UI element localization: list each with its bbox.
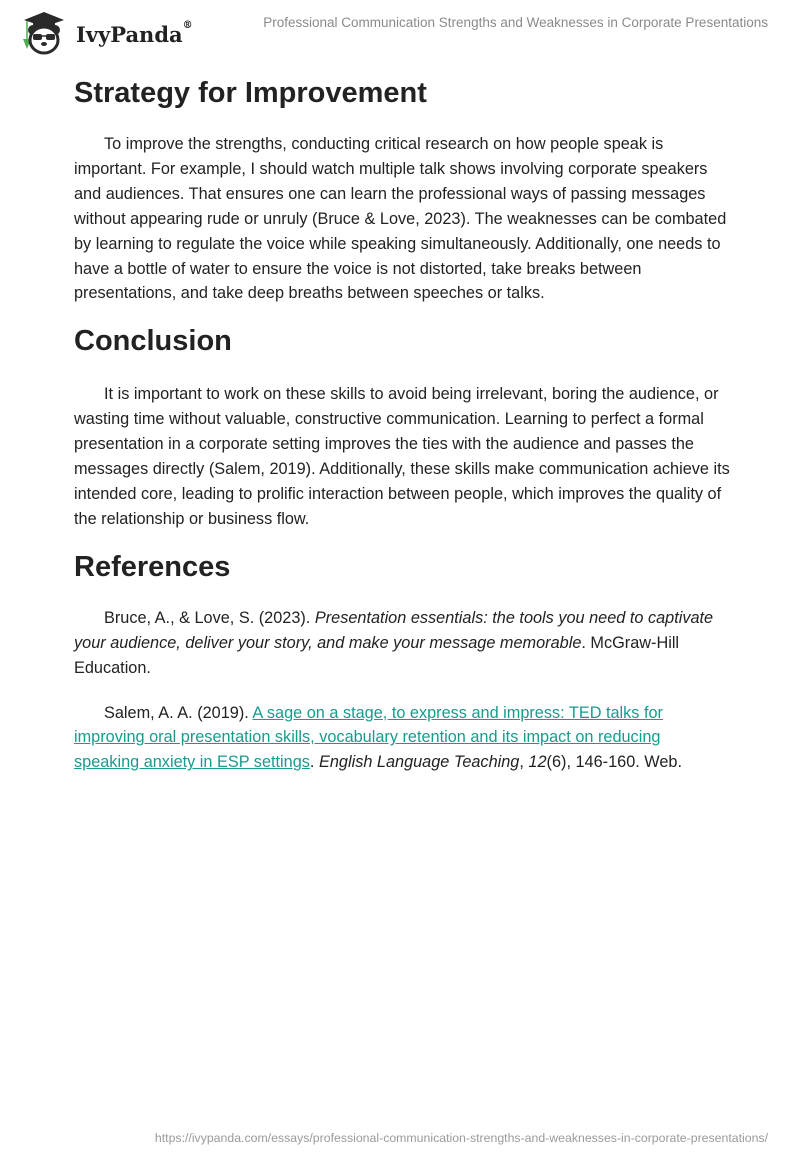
section-heading: Conclusion — [74, 325, 232, 358]
reference-item: Bruce, A., & Love, S. (2023). Presentation essentials: the tools you need to captivate your audience, deliver your story, and make your message memorable. McGraw-Hill Education. — [74, 608, 714, 677]
paragraph: To improve the strengths, conducting critical research on how people speak is important. For example, I should watch multiple talk shows involving corporate speakers and audiences. That ensures one can learn the professional ways of passing messages without appearing rude or unruly (Bruce & Love, 2023). The weaknesses can be combated by learning to regulate the voice while speaking simultaneously. Additionally, one needs to have a bottle of water to ensure the voice is not distorted, take breaks between presentations, and take deep breaths between speeches or talks. — [74, 135, 727, 303]
section-conclusion — [74, 318, 730, 531]
journal-volume: 12 — [528, 753, 547, 772]
section-references — [74, 544, 730, 775]
reference-link[interactable]: A sage on a stage, to express and impress: TED talks for improving oral presentation skills, vocabulary retention and its impact on reducing speaking anxiety in ESP settings — [74, 703, 663, 772]
page-header — [0, 0, 800, 60]
reference-title: Presentation essentials: the tools you need to captivate your audience, deliver your story, and make your message memorable — [74, 608, 714, 652]
section-heading: References — [74, 550, 231, 583]
ivypanda-logo[interactable] — [18, 9, 193, 55]
journal-name: English Language Teaching — [318, 753, 520, 772]
section-strategy — [74, 70, 730, 306]
document-title: Professional Communication Strengths and Weaknesses in Corporate Presentations — [263, 15, 768, 30]
panda-graduate-icon — [18, 9, 70, 55]
paragraph: It is important to work on these skills to avoid being irrelevant, boring the audience, or wasting time without valuable, constructive communication. Learning to perfect a formal presentation in a corporate setting improves the ties with the audience and passes the messages directly (Salem, 2019). Additionally, these skills make communication achieve its intended core, leading to prolific interaction between people, which improves the quality of the relationship or business flow. — [74, 385, 730, 528]
footer-url[interactable]: https://ivypanda.com/essays/professional-communication-strengths-and-weaknesses-in-corporate-presentations/ — [154, 1131, 768, 1145]
essay-content — [74, 68, 730, 775]
logo-text: IvyPanda® — [76, 19, 193, 47]
reference-item: Salem, A. A. (2019). A sage on a stage, to express and impress: TED talks for improving oral presentation skills, vocabulary retention and its impact on reducing speaking anxiety in ESP settings. English Language Teaching, 12(6), 146-160. Web. — [74, 703, 682, 772]
section-heading: Strategy for Improvement — [74, 77, 427, 109]
